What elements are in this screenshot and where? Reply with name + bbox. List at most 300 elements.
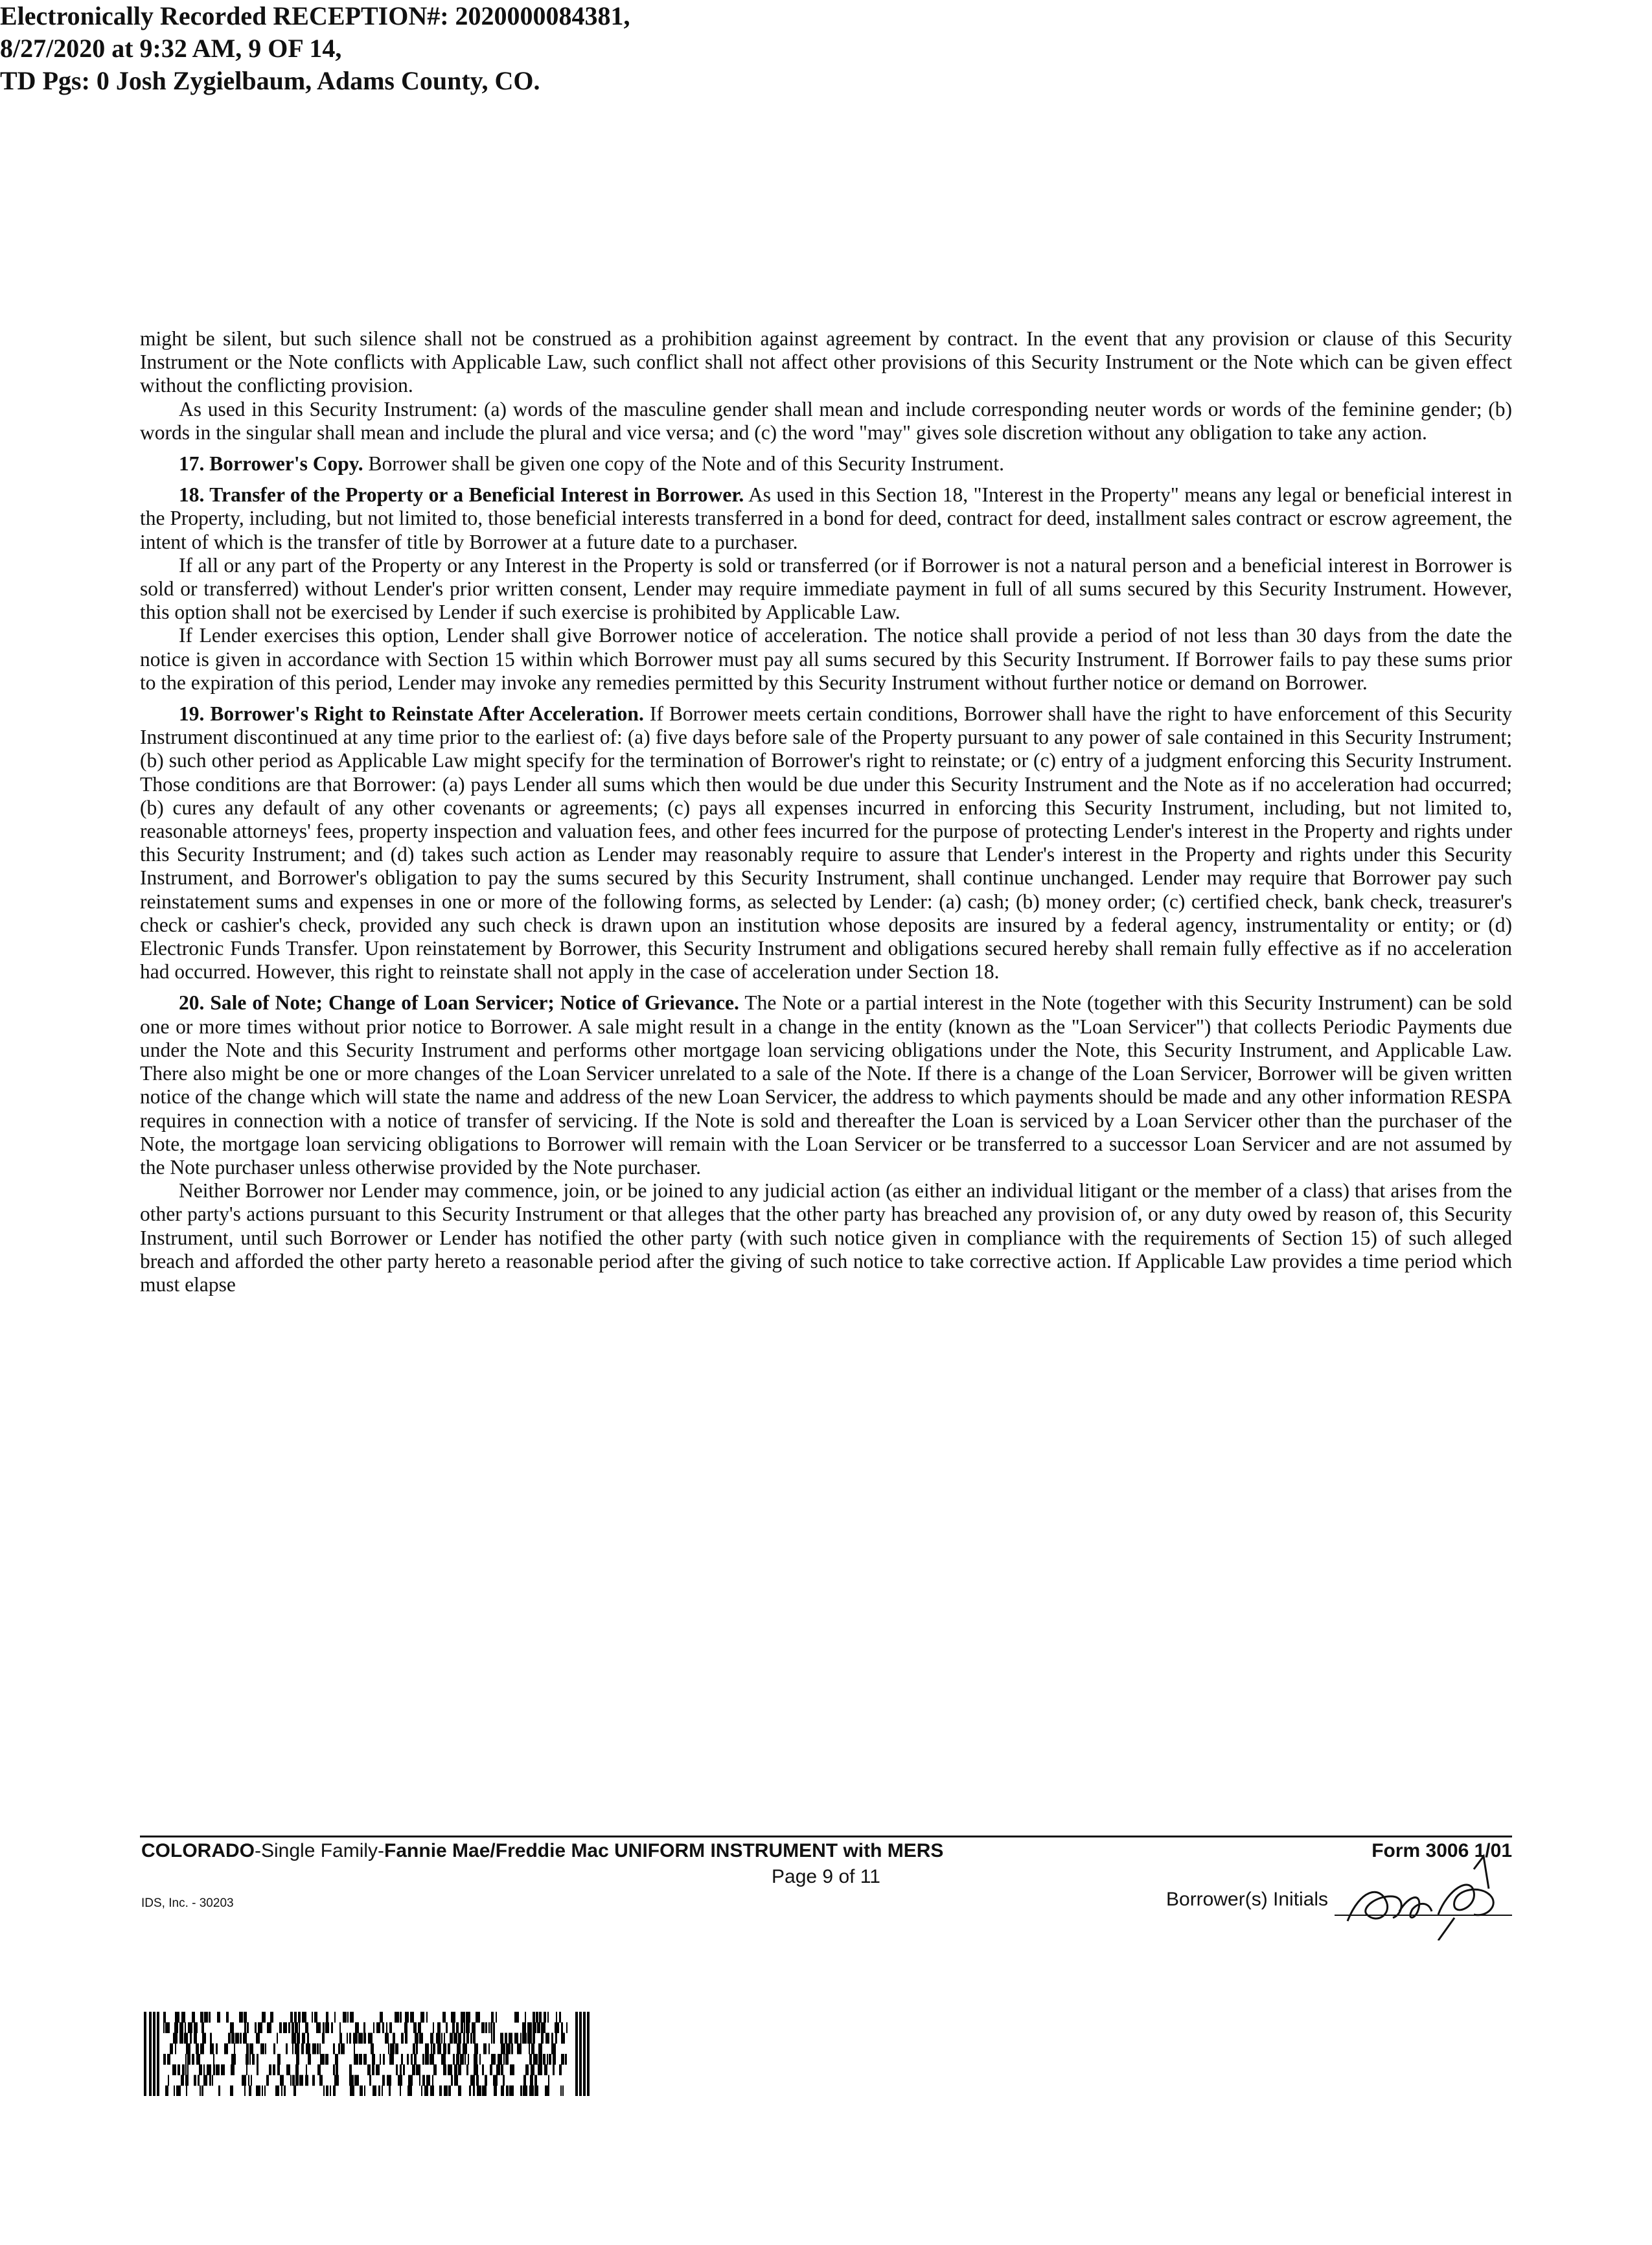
barcode-bar (466, 2012, 470, 2023)
barcode-bar (494, 2086, 497, 2096)
barcode-bar (373, 2022, 374, 2033)
barcode-bar (522, 2033, 527, 2044)
barcode-bar (539, 2012, 542, 2023)
barcode-bar (217, 2012, 220, 2023)
barcode-bar (390, 2044, 395, 2055)
barcode-bar (547, 2012, 549, 2023)
barcode-bar (196, 2044, 199, 2055)
section-heading: 19. Borrower's Right to Reinstate After Acceleration. (179, 702, 644, 726)
barcode-bar (326, 2086, 328, 2096)
barcode-bar (295, 2064, 299, 2075)
barcode-bar (395, 2044, 398, 2055)
barcode-bar (456, 2054, 459, 2065)
barcode-bar (188, 2022, 192, 2033)
paragraph-text: As used in this Section 18, "Interest in the Property" means any legal or beneficial interest in the Property, including, but not limited to, those beneficial interests transferred in a bond for deed, contract for deed, installment sales contract or escrow agreement, the intent of which is the transfer of title by Borrower at a future date to a purchaser. (140, 483, 1512, 553)
barcode-bar (555, 2022, 559, 2033)
barcode-bar (387, 2075, 391, 2086)
barcode-bar (401, 2033, 404, 2044)
barcode-bar (400, 2064, 402, 2075)
barcode-bar (530, 2075, 533, 2086)
barcode-bar (426, 2012, 428, 2023)
barcode-bar (297, 2033, 300, 2044)
barcode-bar (182, 2064, 185, 2075)
stamp-line-3: TD Pgs: 0 Josh Zygielbaum, Adams County, CO. (0, 66, 540, 95)
barcode-bar (200, 2012, 203, 2023)
barcode-bar (368, 2033, 373, 2044)
barcode-bar (469, 2086, 471, 2096)
barcode-bar (407, 2054, 409, 2065)
barcode-bar (416, 2064, 420, 2075)
barcode-bar (452, 2022, 455, 2033)
barcode-bar (354, 2054, 358, 2065)
barcode-bar (230, 2086, 233, 2096)
barcode-bar (404, 2022, 407, 2033)
barcode-bar (549, 2054, 551, 2065)
barcode-bar (336, 2064, 338, 2075)
footer-family: -Single Family- (255, 1840, 385, 1861)
barcode-bar (520, 2086, 522, 2096)
paragraph-gender (140, 398, 1512, 444)
barcode-bar (257, 2064, 258, 2075)
barcode-bar (163, 2054, 166, 2065)
barcode-bar (468, 2054, 469, 2065)
barcode-bar (230, 2022, 234, 2033)
barcode-bar (202, 2033, 206, 2044)
barcode-bar (203, 2075, 207, 2086)
barcode-bar (541, 2033, 544, 2044)
barcode-bar (335, 2054, 338, 2065)
barcode-bar (444, 2033, 445, 2044)
barcode-bar (256, 2033, 260, 2044)
barcode-bar (363, 2022, 365, 2033)
barcode-bar (243, 2033, 247, 2044)
barcode-bar (252, 2054, 255, 2065)
barcode-bar (395, 2012, 399, 2023)
barcode-bar (490, 2064, 492, 2075)
barcode-bar (246, 2064, 247, 2075)
barcode-bar (185, 2075, 189, 2086)
barcode-bar (425, 2044, 429, 2055)
barcode-bar (534, 2086, 538, 2096)
barcode-bar (525, 2012, 526, 2023)
barcode-bar (210, 2044, 214, 2055)
barcode-bar (505, 2054, 509, 2065)
barcode-bar (533, 2012, 535, 2023)
barcode-bar (290, 2012, 293, 2023)
barcode-bar (544, 2012, 546, 2023)
barcode-bar (422, 2075, 425, 2086)
barcode-bar (349, 2033, 351, 2044)
barcode-bar (157, 2012, 159, 2096)
barcode-bar (201, 2022, 204, 2033)
barcode-bar (454, 2064, 457, 2075)
barcode-bar (175, 2012, 179, 2023)
barcode-bar (437, 2022, 441, 2033)
paragraph-text: Neither Borrower nor Lender may commence, join, or be joined to any judicial action (as either an individual litigant or the member of a class) that arises from the other party's actions pursuant to this Security Instrument or that alleges that the other party has breached any provision of, or any duty owed by reason of, this Security Instrument, until such Borrower or Lender has notified the other party (with such notice given in compliance with the requirements of Section 15) of such alleged breach and afforded the other party hereto a reasonable period after the giving of such notice to take corrective action. If Applicable Law provides a time period which must elapse (140, 1179, 1512, 1296)
barcode-bar (416, 2044, 418, 2055)
barcode-bar (292, 2033, 296, 2044)
barcode-bar (199, 2064, 202, 2075)
barcode-bar (545, 2033, 549, 2044)
barcode-bar (533, 2022, 536, 2033)
barcode-bar (273, 2044, 275, 2055)
barcode-bar (186, 2086, 187, 2096)
paragraph-continuation (140, 327, 1512, 398)
barcode-bar (520, 2033, 522, 2044)
barcode-bar (194, 2075, 196, 2086)
paragraph-text: If all or any part of the Property or any Interest in the Property is sold or transferred (or if Borrower is not a natural person and a beneficial interest in Borrower is sold or transferred) without Lender's prior written consent, Lender may require immediate payment in full of all sums secured by this Security Instrument. However, this option shall not be exercised by Lender if such exercise is prohibited by Applicable Law. (140, 553, 1512, 624)
barcode-bar (410, 2012, 414, 2023)
barcode-bar (149, 2012, 152, 2096)
barcode-bar (187, 2064, 189, 2075)
barcode-bar (312, 2075, 315, 2086)
barcode-bar (267, 2022, 271, 2033)
barcode-bar (500, 2033, 503, 2044)
barcode-bar (367, 2064, 371, 2075)
stamp-line-1: Electronically Recorded RECEPTION#: 2020000084381, (0, 1, 630, 30)
barcode-bar (436, 2033, 441, 2044)
barcode-bar (531, 2064, 534, 2075)
barcode-bar (548, 2075, 549, 2086)
barcode-bar (414, 2054, 417, 2065)
paragraph-text: As used in this Security Instrument: (a) words of the masculine gender shall mean and include corresponding neuter words or words of the feminine gender; (b) words in the singular shall mean and include the plural and vice versa; and (c) the word "may" gives sole discretion without any obligation to take any action. (140, 397, 1512, 444)
barcode-bar (491, 2012, 494, 2023)
paragraph-text: The Note or a partial interest in the Note (together with this Security Instrument) can be sold one or more times without prior notice to Borrower. A sale might result in a change in the entity (known as the "Loan Servicer") that collects Periodic Payments due under the Note and this Security Instrument and performs other mortgage loan servicing obligations under the Note, this Security Instrument, and Applicable Law. There also might be one or more changes of the Loan Servicer unrelated to a sale of the Note. If there is a change of the Loan Servicer, Borrower will be given written notice of the change which will state the name and address of the new Loan Servicer, the address to which payments should be made and any other information RESPA requires in connection with a notice of transfer of servicing. If the Note is sold and thereafter the Loan is serviced by a Loan Servicer other than the purchaser of the Note, the mortgage loan servicing obligations to Borrower will remain with the Loan Servicer or be transferred to a successor Loan Servicer and are not assumed by the Note purchaser unless otherwise provided by the Note purchaser. (140, 991, 1513, 1179)
barcode-bar (529, 2086, 534, 2096)
barcode-bar (380, 2012, 383, 2023)
barcode-bar (301, 2044, 304, 2055)
barcode-bar (314, 2012, 317, 2023)
paragraph-text: Borrower shall be given one copy of the Note and of this Security Instrument. (368, 452, 1005, 476)
barcode-bar (294, 2012, 297, 2023)
barcode-bar (371, 2044, 374, 2055)
barcode-bar (212, 2075, 213, 2086)
barcode-bar (496, 2064, 500, 2075)
barcode-bar (262, 2086, 263, 2096)
barcode-bar (240, 2033, 242, 2044)
barcode-bar (185, 2054, 187, 2065)
barcode-bar (185, 2022, 186, 2033)
barcode-bar (338, 2044, 340, 2055)
barcode-bar (559, 2064, 562, 2075)
barcode-bar (354, 2075, 359, 2086)
barcode-bar (553, 2054, 556, 2065)
barcode-bar (165, 2086, 168, 2096)
barcode-bar (334, 2075, 339, 2086)
barcode-bar (575, 2012, 578, 2096)
barcode-bar (559, 2012, 561, 2023)
barcode-bar (509, 2086, 514, 2096)
barcode-bar (235, 2033, 239, 2044)
barcode-bar (483, 2044, 487, 2055)
barcode-bar (424, 2086, 428, 2096)
barcode-bar (192, 2012, 195, 2023)
barcode-bar (209, 2075, 211, 2086)
barcode-bar (501, 2064, 503, 2075)
barcode-bar (163, 2012, 166, 2023)
barcode-bar (491, 2033, 492, 2044)
barcode-bar (522, 2022, 526, 2033)
barcode-bar (463, 2033, 465, 2044)
barcode-bar (341, 2044, 345, 2055)
barcode-bar (523, 2086, 527, 2096)
barcode-bar (174, 2086, 175, 2096)
barcode-bar (178, 2064, 180, 2075)
barcode-bar (196, 2054, 200, 2065)
barcode-bar (448, 2064, 452, 2075)
barcode-bar (534, 2075, 537, 2086)
borrower-initials-label: Borrower(s) Initials (1166, 1889, 1329, 1910)
barcode-bar (488, 2044, 490, 2055)
barcode-bar (426, 2075, 430, 2086)
barcode-bar (168, 2075, 169, 2086)
barcode-bar (503, 2054, 505, 2065)
barcode-bar (430, 2054, 434, 2065)
barcode-bar (218, 2086, 220, 2096)
barcode-bar (383, 2054, 385, 2065)
paragraph-text: If Borrower meets certain conditions, Borrower shall have the right to have enforcement of this Security Instrument discontinued at any time prior to the earliest of: (a) five days before sale of the Property pursuant to any power of sale contained in this Security Instrument; (b) such other period as Applicable Law might specify for the termination of Borrower's right to reinstate; or (c) entry of a judgment enforcing this Security Instrument. Those conditions are that Borrower: (a) pays Lender all sums which then would be due under this Security Instrument and the Note as if no acceleration had occurred; (b) cures any default of any other covenants or agreements; (c) pays all expenses incurred in enforcing this Security Instrument, including, but not limited to, reasonable attorneys' fees, property inspection and valuation fees, and other fees incurred for the purpose of protecting Lender's interest in the Property and rights under this Security Instrument; and (d) takes such action as Lender may reasonably require to assure that Lender's interest in the Property and rights under this Security Instrument, and Borrower's obligation to pay the sums secured by this Security Instrument, shall continue unchanged. Lender may require that Borrower pay such reinstatement sums and expenses in one or more of the following forms, as selected by Lender: (a) cash; (b) money order; (c) certified check, bank check, treasurer's check or cashier's check, provided any such check is drawn upon an institution whose deposits are insured by a federal agency, instrumentality or entity; or (d) Electronic Funds Transfer. Upon reinstatement by Borrower, this Security Instrument and obligations secured hereby shall remain fully effective as if no acceleration had occurred. However, this right to reinstate shall not apply in the case of acceleration under Section 18. (140, 702, 1512, 984)
barcode-bar (258, 2022, 262, 2033)
barcode-bar (458, 2033, 461, 2044)
barcode-bar (551, 2044, 556, 2055)
barcode-bar (284, 2086, 286, 2096)
barcode-bar (482, 2086, 487, 2096)
barcode-bar (482, 2064, 484, 2075)
barcode-bar (485, 2075, 487, 2086)
barcode-bar (322, 2033, 325, 2044)
barcode-bar (292, 2044, 293, 2055)
barcode-bar (248, 2075, 249, 2086)
barcode-bar (234, 2044, 235, 2055)
barcode-bar (583, 2012, 586, 2096)
barcode-bar (422, 2054, 424, 2065)
barcode-bar (192, 2054, 194, 2065)
barcode-bar (270, 2012, 273, 2023)
barcode-bar (292, 2075, 295, 2086)
recording-stamp (0, 0, 630, 97)
barcode-bar (511, 2044, 513, 2055)
barcode-bar (292, 2022, 294, 2033)
barcode-bar (359, 2054, 362, 2065)
barcode-bar (562, 2086, 564, 2096)
barcode-bar (198, 2075, 200, 2086)
barcode-bar (246, 2044, 249, 2055)
barcode-bar (443, 2044, 446, 2055)
barcode-bar (458, 2064, 461, 2075)
barcode-bar (347, 2033, 348, 2044)
barcode-bar (299, 2075, 303, 2086)
barcode-bar (465, 2054, 466, 2065)
barcode-bar (551, 2033, 553, 2044)
document-body (140, 327, 1512, 1296)
barcode-bar (498, 2054, 502, 2065)
barcode-bar (333, 2064, 335, 2075)
barcode-bar (363, 2054, 367, 2065)
barcode-bar (264, 2086, 266, 2096)
barcode-bar (437, 2044, 441, 2055)
barcode-bar (461, 2022, 463, 2033)
barcode-bar (431, 2044, 432, 2055)
barcode-bar (228, 2033, 231, 2044)
barcode-bar (470, 2033, 472, 2044)
barcode-bar (295, 2022, 298, 2033)
barcode-bar (421, 2086, 422, 2096)
barcode-bar (299, 2022, 300, 2033)
footer-form-number: Form 3006 1/01 (1371, 1840, 1512, 1861)
barcode-bar (525, 2064, 529, 2075)
barcode-bar (376, 2064, 380, 2075)
barcode-bar (325, 2022, 329, 2033)
barcode-bar (533, 2054, 538, 2065)
barcode-bar (203, 2064, 205, 2075)
barcode-bars (144, 2012, 590, 2096)
barcode-bar (330, 2086, 331, 2096)
barcode-bar (244, 2086, 246, 2096)
barcode-bar (349, 2064, 352, 2075)
barcode-bar (277, 2054, 281, 2065)
barcode-bar (293, 2086, 296, 2096)
barcode-bar (476, 2075, 479, 2086)
barcode-bar (439, 2086, 442, 2096)
barcode-bar (224, 2044, 228, 2055)
barcode-bar (355, 2022, 359, 2033)
barcode-bar (317, 2044, 319, 2055)
barcode-bar (389, 2022, 392, 2033)
barcode-bar (262, 2012, 266, 2023)
barcode-bar (418, 2022, 421, 2033)
barcode-bar (255, 2022, 257, 2033)
barcode-bar (213, 2064, 215, 2075)
barcode-bar (407, 2086, 412, 2096)
barcode-bar (412, 2064, 415, 2075)
barcode-bar (541, 2022, 545, 2033)
barcode-bar (454, 2075, 458, 2086)
barcode-bar (372, 2054, 375, 2065)
barcode-bar (474, 2064, 478, 2075)
barcode-bar (242, 2075, 246, 2086)
barcode-bar (388, 2044, 389, 2055)
barcode-bar (350, 2012, 354, 2023)
barcode-bar (413, 2044, 415, 2055)
barcode-bar (544, 2064, 547, 2075)
barcode-bar (451, 2012, 455, 2023)
barcode-bar (172, 2064, 176, 2075)
barcode-bar (298, 2012, 301, 2023)
barcode-bar (419, 2075, 420, 2086)
footer-instrument: Fannie Mae/Freddie Mac UNIFORM INSTRUMENT with MERS (384, 1840, 944, 1861)
barcode-bar (325, 2054, 328, 2065)
barcode-bar (333, 2044, 335, 2055)
barcode-bar (393, 2033, 395, 2044)
section-20-paragraph-2 (140, 1179, 1512, 1296)
barcode-bar (413, 2022, 417, 2033)
footer-divider (140, 1836, 1512, 1837)
barcode-bar (382, 2075, 385, 2086)
section-heading: 20. Sale of Note; Change of Loan Servicer; Notice of Grievance. (179, 991, 739, 1015)
barcode-bar (216, 2044, 218, 2055)
barcode-bar (479, 2054, 481, 2065)
barcode-bar (448, 2044, 450, 2055)
barcode-bar (466, 2033, 469, 2044)
barcode-bar (353, 2033, 358, 2044)
barcode-bar (213, 2054, 214, 2065)
barcode-bar (538, 2044, 542, 2055)
barcode-bar (466, 2022, 470, 2033)
barcode-bar (461, 2012, 465, 2023)
barcode-bar (430, 2033, 433, 2044)
barcode-bar (411, 2054, 413, 2065)
barcode-bar (194, 2022, 198, 2033)
barcode-bar (173, 2033, 178, 2044)
barcode-bar (249, 2086, 251, 2096)
barcode-bar (579, 2012, 582, 2096)
barcode-bar (246, 2054, 249, 2065)
barcode-bar (247, 2022, 249, 2033)
section-18-paragraph-2 (140, 554, 1512, 625)
barcode-bar (302, 2033, 305, 2044)
barcode-bar (405, 2033, 407, 2044)
barcode-bar (316, 2022, 321, 2033)
barcode-bar (179, 2033, 183, 2044)
barcode-bar (389, 2054, 394, 2065)
barcode-bar (473, 2086, 475, 2096)
barcode-bar (444, 2086, 448, 2096)
barcode-bar (288, 2022, 290, 2033)
barcode-bar (354, 2044, 355, 2055)
barcode-bar (319, 2044, 321, 2055)
barcode-bar (364, 2086, 365, 2096)
barcode-bar (560, 2086, 562, 2096)
section-heading: 18. Transfer of the Property or a Beneficial Interest in Borrower. (179, 483, 744, 507)
barcode-bar (493, 2075, 498, 2086)
barcode-bar (561, 2033, 565, 2044)
barcode-bar (358, 2033, 363, 2044)
barcode-bar (302, 2012, 306, 2023)
barcode-bar (488, 2022, 490, 2033)
barcode-bar (349, 2075, 354, 2086)
barcode-bar (256, 2086, 260, 2096)
barcode-bar (433, 2064, 437, 2075)
barcode-bar (382, 2086, 383, 2096)
barcode-bar (485, 2022, 487, 2033)
barcode-bar (317, 2064, 321, 2075)
barcode-bar (376, 2022, 380, 2033)
barcode-bar (170, 2044, 173, 2055)
barcode-bar (491, 2054, 496, 2065)
barcode-bar (472, 2022, 476, 2033)
initials-signature (1341, 1850, 1516, 1940)
paragraph-text: might be silent, but such silence shall not be construed as a prohibition against agreement by contract. In the event that any provision or clause of this Security Instrument or the Note conflicts with Applicable Law, such conflict shall not affect other provisions of this Security Instrument or the Note which can be given effect without the conflicting provision. (140, 327, 1512, 397)
barcode-bar (506, 2086, 509, 2096)
barcode-bar (323, 2022, 325, 2033)
barcode-bar (425, 2054, 429, 2065)
barcode-bar (443, 2064, 446, 2075)
barcode-bar (474, 2044, 478, 2055)
barcode-bar (175, 2044, 176, 2055)
barcode-bar (555, 2033, 557, 2044)
barcode-bar (509, 2033, 512, 2044)
barcode-bar (451, 2075, 453, 2086)
barcode-bar (433, 2022, 434, 2033)
barcode-bar (257, 2054, 258, 2065)
barcode-bar (385, 2033, 389, 2044)
barcode-bar (538, 2064, 542, 2075)
barcode-bar (531, 2044, 534, 2055)
barcode-bar (277, 2033, 278, 2044)
barcode-bar (251, 2075, 252, 2086)
barcode-bar (415, 2033, 419, 2044)
barcode-bar (529, 2044, 530, 2055)
